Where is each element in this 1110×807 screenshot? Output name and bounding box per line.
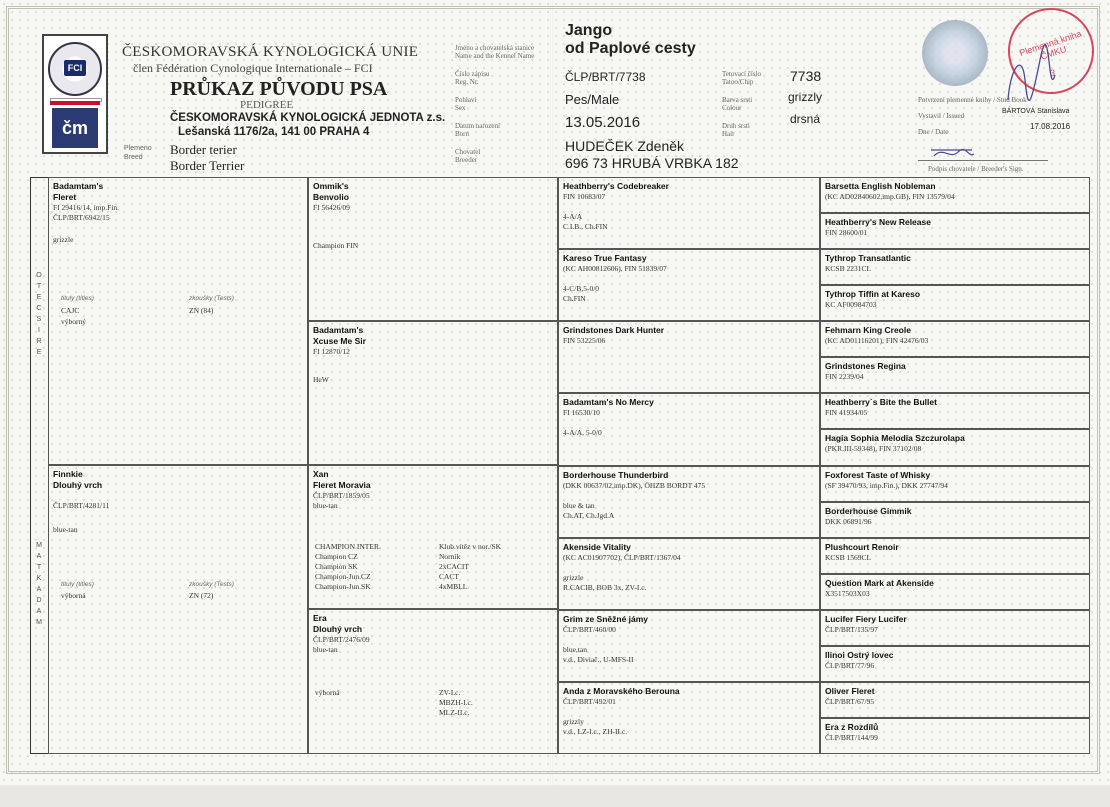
fci-logo-icon xyxy=(48,42,102,96)
breeder-label-en: Breeder xyxy=(455,156,478,164)
gen4-ancestor-12 xyxy=(820,574,1090,610)
tattoo-label-cz: Tetovací číslo xyxy=(722,70,761,78)
gen2-1-name-2: Benvolio xyxy=(313,192,349,202)
gen2-1-name-1: Ommik's xyxy=(313,181,349,191)
breed-cz: Border terier xyxy=(170,142,237,157)
dam-name-2: Dlouhý vrch xyxy=(53,480,103,490)
dog-name-1: Jango xyxy=(565,22,613,39)
gen1-dam xyxy=(48,465,308,754)
title-item: MLZ-II.c. xyxy=(439,708,470,717)
gen4-name: Grindstones Regina xyxy=(825,361,906,372)
gen4-ancestor-1 xyxy=(820,177,1090,213)
gen4-name: Tythrop Transatlantic xyxy=(825,253,911,264)
gen4-ancestor-5 xyxy=(820,321,1090,357)
sex-label-en: Sex xyxy=(455,104,466,112)
gen4-ancestor-4 xyxy=(820,285,1090,321)
gen2-3-reg: ČLP/BRT/1859/05 xyxy=(313,491,370,500)
gen2-3-titles-left xyxy=(315,542,381,592)
gen4-reg: (KC AD01116201), FIN 42476/03 xyxy=(825,336,929,346)
sire-name-1: Badamtam's xyxy=(53,181,104,191)
title-item: Klub.vítěz v nor./SK xyxy=(439,542,502,551)
colour-label-cz: Barva srsti xyxy=(722,96,753,104)
doc-subtitle: PEDIGREE xyxy=(240,99,294,111)
sire-colour: grizzle xyxy=(53,235,74,244)
gen2-3-colour: blue-tan xyxy=(313,501,338,510)
gen4-reg: KC AF00984703 xyxy=(825,300,877,310)
sire-side-label: O T E C S I R E xyxy=(36,272,52,356)
name-label-cz: Jméno a chovatelská stanice xyxy=(455,44,535,52)
gen3-titles: v.d., LZ-I.c., ZH-II.c. xyxy=(563,726,628,736)
gen3-name: Anda z Moravského Berouna xyxy=(563,685,680,696)
gen4-ancestor-16 xyxy=(820,718,1090,754)
gen3-reg: (DKK 00637/02,imp.DK), ÖHZB BORDT 475 xyxy=(563,480,706,490)
gen2-1-extra: Champion FIN xyxy=(313,241,359,250)
gen4-name: Heathberry's New Release xyxy=(825,217,931,228)
dam-tests: ZN (72) xyxy=(189,591,214,600)
dam-reg-1: ČLP/BRT/4281/11 xyxy=(53,501,110,510)
title-item: Champion-Jun.SK xyxy=(315,582,371,591)
gen3-name: Grim ze Sněžné jámy xyxy=(563,613,649,624)
scan-bottom-margin xyxy=(0,785,1110,807)
tattoo-value: 7738 xyxy=(790,68,822,84)
org-member: člen Fédération Cynologique Internationale – FCI xyxy=(133,61,373,75)
signature-line xyxy=(918,160,1048,161)
gen4-ancestor-3 xyxy=(820,249,1090,285)
gen4-name: Oliver Fleret xyxy=(825,685,875,696)
dam-titles: výborná xyxy=(61,591,86,600)
gen4-ancestor-7 xyxy=(820,393,1090,429)
title-item: Champion CZ xyxy=(315,552,358,561)
gen3-reg: ČLP/BRT/460/00 xyxy=(563,624,616,634)
gen3-titles: Ch.AT, Ch.Jgd.A xyxy=(563,510,615,520)
gen4-reg: KCSB 2231CL xyxy=(825,264,872,274)
stamp-text: Plemenná kniha ČMKU xyxy=(1018,28,1083,62)
gen4-name: Lucifer Fiery Lucifer xyxy=(825,613,907,624)
fci-logo-text: FCI xyxy=(64,60,86,76)
gen2-2-reg: FI 12870/12 xyxy=(313,347,350,356)
gen4-name: Ilinoi Ostrý lovec xyxy=(825,649,894,660)
breed-label-en: Breed xyxy=(124,154,143,161)
gen2-3-titles-right xyxy=(439,542,501,592)
gen4-name: Heathberry`s Bite the Bullet xyxy=(825,397,937,408)
gen3-ancestor-1 xyxy=(558,177,820,249)
gen4-ancestor-10 xyxy=(820,502,1090,538)
breed-label-cz: Plemeno xyxy=(124,145,152,152)
gen4-ancestor-13 xyxy=(820,610,1090,646)
gen4-reg: FIN 41934/05 xyxy=(825,408,868,418)
title-item: CHAMPION INTER. xyxy=(315,542,381,551)
gen2-4-titles-right xyxy=(439,688,473,718)
gen4-reg: ČLP/BRT/77/96 xyxy=(825,660,875,670)
gen4-reg: ČLP/BRT/135/97 xyxy=(825,624,878,634)
gen3-name: Akenside Vitality xyxy=(563,541,631,552)
sire-reg-2: ČLP/BRT/6942/15 xyxy=(53,213,110,222)
gen3-name: Grindstones Dark Hunter xyxy=(563,325,665,336)
gen2-4-name-1: Era xyxy=(313,613,327,623)
breeder-label-cz: Chovatel xyxy=(455,148,481,156)
gen2-3-name-1: Xan xyxy=(313,469,329,479)
gen3-name: Kareso True Fantasy xyxy=(563,253,647,264)
gen3-info: blue & tan xyxy=(563,500,595,510)
reg-label-en: Reg. Nr. xyxy=(455,78,479,86)
gen3-name: Heathberry's Codebreaker xyxy=(563,181,669,191)
gen3-info: grizzle xyxy=(563,572,584,582)
gen4-ancestor-9 xyxy=(820,466,1090,502)
breed-en: Border Terrier xyxy=(170,158,245,173)
gen2-4-extra: výborná xyxy=(315,688,340,697)
gen3-info: 4-C/B,5-0/0 xyxy=(563,284,600,294)
title-item: Norník xyxy=(439,552,461,561)
hair-label-cz: Druh srsti xyxy=(722,122,750,130)
gen1-sire xyxy=(48,177,308,465)
gen4-ancestor-2 xyxy=(820,213,1090,249)
gen4-name: Tythrop Tiffin at Kareso xyxy=(825,289,921,300)
date-label: Dne / Date xyxy=(918,128,949,136)
colour-value: grizzly xyxy=(788,90,823,104)
gen4-ancestor-11 xyxy=(820,538,1090,574)
issued-by: BÁRTOVÁ Stanislava xyxy=(1002,108,1070,115)
gen3-reg: FIN 53225/06 xyxy=(563,336,606,346)
gen3-ancestor-3 xyxy=(558,321,820,393)
dam-side-label: M A T K A D A M xyxy=(36,542,52,626)
gen4-reg: FIN 28600/01 xyxy=(825,228,868,238)
title-item: CACT xyxy=(439,572,460,581)
colour-label-en: Colour xyxy=(722,104,742,112)
sire-titles-2: výborný xyxy=(61,317,86,326)
breeder-address: 696 73 HRUBÁ VRBKA 182 xyxy=(565,155,739,171)
gen3-ancestor-8 xyxy=(558,682,820,754)
sex-label-cz: Pohlaví xyxy=(455,96,477,104)
gen2-2-name-2: Xcuse Me Sir xyxy=(313,336,366,346)
dog-name-2: od Paplové cesty xyxy=(565,40,696,57)
gen3-name: Borderhouse Thunderbird xyxy=(563,469,669,480)
gen3-reg: ČLP/BRT/492/01 xyxy=(563,696,616,706)
gen2-3-name-2: Fleret Moravia xyxy=(313,480,371,490)
doc-title: PRŮKAZ PŮVODU PSA xyxy=(170,78,388,100)
gen3-titles: R.CACIB, BOB 3x, ZV-I.c. xyxy=(563,582,647,592)
org2-name: ČESKOMORAVSKÁ KYNOLOGICKÁ JEDNOTA z.s. xyxy=(170,112,446,124)
gen4-reg: ČLP/BRT/67/95 xyxy=(825,696,875,706)
gen3-titles: Ch.FIN xyxy=(563,294,586,304)
dam-tests-label: zkoušky (Tests) xyxy=(189,581,234,588)
issue-date: 17.08.2016 xyxy=(1030,122,1071,131)
gen3-ancestor-5 xyxy=(558,466,820,538)
gen2-1-reg: FI 56426/09 xyxy=(313,203,350,212)
gen3-ancestor-7 xyxy=(558,610,820,682)
gen4-ancestor-6 xyxy=(820,357,1090,393)
sire-titles: CAJC xyxy=(61,306,80,315)
gen4-reg: (PKR.III-59348), FIN 37102/08 xyxy=(825,444,922,454)
studbook-label: Potvrzení plemenné knihy / Stud Book xyxy=(918,96,1027,104)
gen2-ancestor-1 xyxy=(308,177,558,321)
born-label-en: Born xyxy=(455,130,469,138)
title-item: 2xCACIT xyxy=(439,562,469,571)
reg-label-cz: Číslo zápisu xyxy=(455,70,490,78)
gen4-ancestor-15 xyxy=(820,682,1090,718)
gen3-info: 4-A/A xyxy=(563,212,583,221)
gen4-name: Era z Rozdílů xyxy=(825,721,879,732)
sire-titles-label: tituly (titles) xyxy=(61,295,94,302)
org-name: ČESKOMORAVSKÁ KYNOLOGICKÁ UNIE xyxy=(122,44,419,60)
dam-name-1: Finnkie xyxy=(53,469,83,479)
gen2-ancestor-3 xyxy=(308,465,558,609)
flag-stripe-red xyxy=(50,101,100,105)
gen4-reg: FIN 2239/04 xyxy=(825,372,864,382)
gen4-name: Borderhouse Gimmik xyxy=(825,505,912,516)
gen3-reg: (KC AC01907702), ČLP/BRT/1367/04 xyxy=(563,552,681,562)
born-label-cz: Datum narození xyxy=(455,122,500,130)
gen3-reg: FIN 10683/07 xyxy=(563,192,606,201)
name-label-en: Name and the Kennel Name xyxy=(455,52,535,60)
stamp-number: 3 xyxy=(1050,68,1056,78)
title-item: MBZH-I.c. xyxy=(439,698,473,707)
gen4-name: Foxforest Taste of Whisky xyxy=(825,469,931,480)
gen3-reg: FI 16530/10 xyxy=(563,408,600,418)
gen4-name: Plushcourt Renoir xyxy=(825,541,899,552)
gen4-reg: ČLP/BRT/144/99 xyxy=(825,732,878,742)
cmku-logo-icon: čm xyxy=(52,108,98,148)
gen4-name: Question Mark at Akenside xyxy=(825,577,934,588)
sex-value: Pes/Male xyxy=(565,92,620,107)
sire-name-2: Fleret xyxy=(53,192,77,202)
gen2-ancestor-4 xyxy=(308,609,558,754)
gen3-ancestor-6 xyxy=(558,538,820,610)
title-item: ZV-I.c. xyxy=(439,688,461,697)
gen4-reg: KCSB 1569CL xyxy=(825,552,872,562)
reg-number: ČLP/BRT/7738 xyxy=(565,70,646,84)
born-value: 13.05.2016 xyxy=(565,114,641,131)
tattoo-label-en: Tatoo/Chip xyxy=(722,78,754,86)
dam-titles-label: tituly (titles) xyxy=(61,581,94,588)
title-item: 4xMBLL xyxy=(439,582,468,591)
gen3-info: blue,tan xyxy=(563,644,587,654)
gen2-4-reg: ČLP/BRT/2476/09 xyxy=(313,635,370,644)
breeder-sign-label: Podpis chovatele / Breeder's Sign. xyxy=(928,165,1024,173)
gen3-reg: (KC AH00812606), FIN 51839/07 xyxy=(563,264,667,274)
gen2-4-colour: blue-tan xyxy=(313,645,338,654)
gen4-reg: (KC AD02840602,imp.GB), FIN 13579/04 xyxy=(825,192,955,201)
gen2-2-extra: HeW xyxy=(313,375,329,384)
sire-reg-1: FI 29416/14, imp.Fin. xyxy=(53,203,120,212)
gen2-2-name-1: Badamtam's xyxy=(313,325,364,335)
hologram-seal xyxy=(922,20,988,86)
gen3-info: 4-A/A, 5-0/0 xyxy=(563,428,602,438)
gen2-4-name-2: Dlouhý vrch xyxy=(313,624,363,634)
dam-colour: blue-tan xyxy=(53,525,78,534)
title-item: Champion-Jun.CZ xyxy=(315,572,371,581)
gen4-name: Fehmarn King Creole xyxy=(825,325,911,336)
gen2-ancestor-2 xyxy=(308,321,558,465)
sire-tests-label: zkoušky (Tests) xyxy=(189,295,234,302)
gen4-ancestor-14 xyxy=(820,646,1090,682)
organization-logo xyxy=(42,34,108,154)
hair-value: drsná xyxy=(790,112,821,126)
gen3-ancestor-2 xyxy=(558,249,820,321)
issued-label: Vystavil / Issued xyxy=(918,112,965,120)
gen4-reg: X3517503X03 xyxy=(825,588,870,598)
gen3-titles: v.d., Diviač., U-MFS-II xyxy=(563,654,634,664)
gen3-name: Badamtam's No Mercy xyxy=(563,397,654,408)
gen3-info: grizzly xyxy=(563,716,584,726)
gen4-ancestor-8 xyxy=(820,429,1090,465)
gen4-reg: (SF 39470/93, imp.Fin.), DKK 27747/94 xyxy=(825,480,948,490)
gen3-ancestor-4 xyxy=(558,393,820,465)
gen4-reg: DKK 06891/96 xyxy=(825,516,872,526)
org2-address: Lešanská 1176/2a, 141 00 PRAHA 4 xyxy=(178,126,370,138)
gen4-name: Barsetta English Nobleman xyxy=(825,181,936,191)
gen3-titles: C.I.B., Ch.FIN xyxy=(563,222,608,231)
sire-tests: ZN (84) xyxy=(189,306,214,315)
title-item: Champion SK xyxy=(315,562,358,571)
hair-label-en: Hair xyxy=(722,130,735,138)
gen4-name: Hagia Sophia Melodia Szczurolapa xyxy=(825,433,965,444)
breeder-name: HUDEČEK Zdeněk xyxy=(565,138,685,154)
